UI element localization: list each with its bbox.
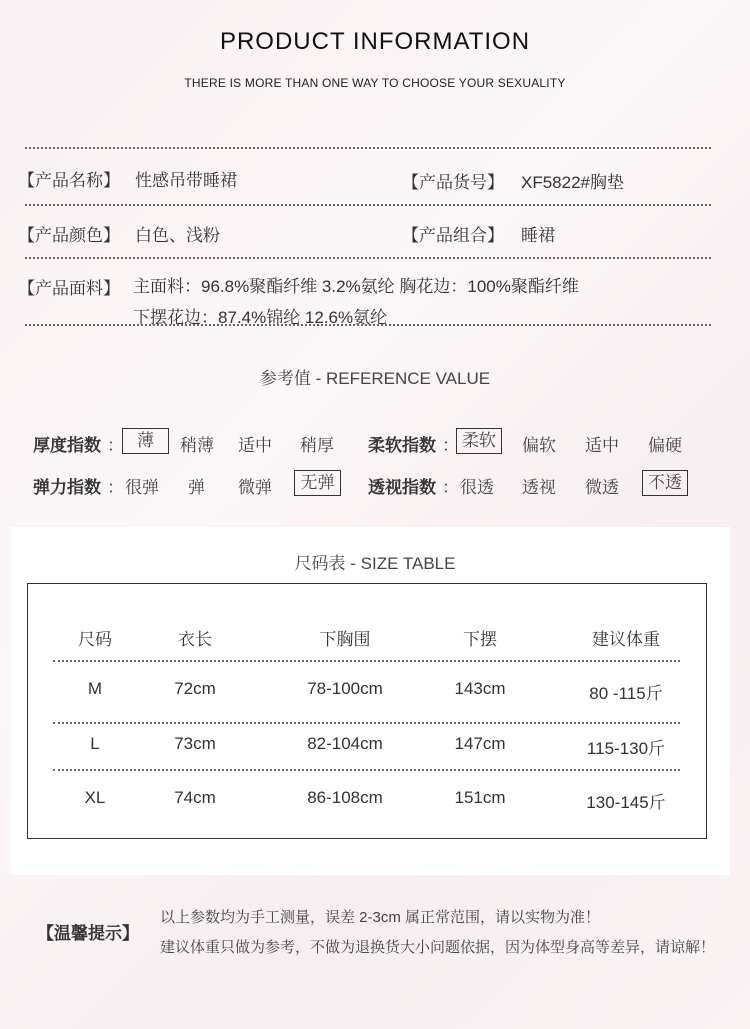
table-divider [53,769,680,771]
thickness-option: 稍薄 [180,436,214,455]
size-table-title: 尺码表 - SIZE TABLE [294,554,456,573]
colon: ： [442,478,459,497]
table-cell: 74cm [174,788,216,807]
softness-option-selected: 柔软 [456,428,502,454]
tips-line-1: 以上参数均为手工测量，误差 2-3cm 属正常范围，请以实物为准！ [160,909,601,926]
table-header: 下胸围 [319,630,371,649]
table-header: 下摆 [463,630,497,649]
tips-line-2: 建议体重只做为参考，不做为退换货大小问题依据，因为体型身高等差异，请谅解！ [160,939,716,956]
page-title: PRODUCT INFORMATION [219,28,531,55]
product-fabric-line-2: 下摆花边：87.4%锦纶 12.6%氨纶 [133,308,388,327]
table-cell: M [87,679,103,698]
reference-title: 参考值 - REFERENCE VALUE [259,369,491,388]
product-color-value: 白色、浅粉 [135,226,220,245]
softness-option: 偏硬 [648,436,682,455]
colon: ： [107,478,124,497]
thickness-option: 适中 [238,436,272,455]
divider [25,204,711,206]
product-combo-value: 睡裙 [521,226,555,245]
softness-label: 柔软指数 [368,436,436,455]
product-name-value: 性感吊带睡裙 [135,171,237,190]
table-cell: 80 -115斤 [589,684,663,703]
product-fabric-line-1: 主面料：96.8%聚酯纤维 3.2%氨纶 胸花边：100%聚酯纤维 [133,277,579,296]
table-cell: 73cm [174,734,216,753]
product-fabric-label: 【产品面料】 [18,279,120,298]
table-cell: 86-108cm [307,788,383,807]
divider [25,147,711,149]
divider [25,324,711,326]
elastic-option: 微弹 [238,478,272,497]
product-name-label: 【产品名称】 [18,171,120,190]
sheer-label: 透视指数 [368,478,436,497]
table-cell: 130-145斤 [586,793,666,812]
sheer-option: 透视 [522,478,556,497]
thickness-option: 稍厚 [300,436,334,455]
table-cell: 115-130斤 [586,739,666,758]
product-color-label: 【产品颜色】 [18,226,120,245]
table-header: 衣长 [178,630,212,649]
table-cell: 78-100cm [307,679,383,698]
colon: ： [442,436,459,455]
table-header: 建议体重 [592,630,660,649]
divider [25,257,711,259]
tips-label: 【温馨提示】 [37,924,139,943]
thickness-option-selected: 薄 [122,428,169,454]
elastic-option: 弹 [188,478,205,497]
table-cell: L [90,734,100,753]
elastic-label: 弹力指数 [33,478,101,497]
sheer-option: 微透 [585,478,619,497]
table-cell: XL [84,788,106,807]
thickness-label: 厚度指数 [33,436,101,455]
softness-option: 适中 [585,436,619,455]
elastic-option: 很弹 [125,478,159,497]
sheer-option-selected: 不透 [642,470,688,496]
table-cell: 72cm [174,679,216,698]
product-code-value: XF5822#胸垫 [521,173,624,192]
colon: ： [107,436,124,455]
softness-option: 偏软 [522,436,556,455]
elastic-option-selected: 无弹 [294,470,341,496]
product-combo-label: 【产品组合】 [402,226,504,245]
table-cell: 147cm [454,734,506,753]
page-subtitle: THERE IS MORE THAN ONE WAY TO CHOOSE YOUR SEXUALITY [184,76,566,90]
table-cell: 82-104cm [307,734,383,753]
table-cell: 143cm [454,679,506,698]
table-cell: 151cm [454,788,506,807]
sheer-option: 很透 [460,478,494,497]
table-divider [53,722,680,724]
table-divider [53,660,680,662]
table-header: 尺码 [78,630,112,649]
product-code-label: 【产品货号】 [402,173,504,192]
